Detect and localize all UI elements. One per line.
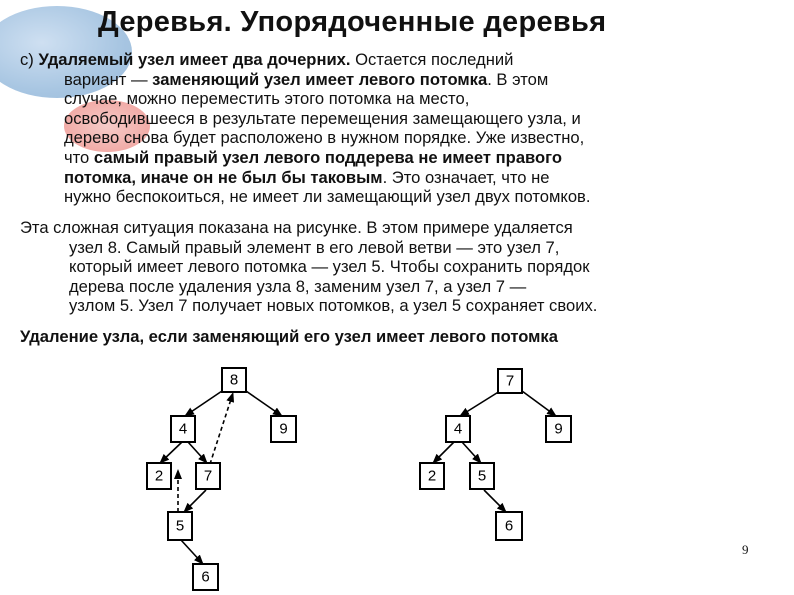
edge-5-6 [484,490,506,512]
paragraph-line: который имеет левого потомка — узел 5. Чтобы сохранить порядок [69,257,590,277]
tree-before [147,368,296,590]
tree-node [271,416,296,442]
tree-after [420,369,571,540]
tree-node [496,512,522,540]
tree-node [196,463,220,489]
svg-text:6: 6 [201,568,210,586]
svg-text:4: 4 [453,420,463,438]
paragraph-line: освободившееся в результате перемещения замещающего узла, и [64,108,581,128]
paragraph-line: нужно беспокоиться, не имеет ли замещающий узел двух потомков. [64,187,591,207]
tree-node [222,368,246,392]
paragraph-line: с) Удаляемый узел имеет два дочерних. Остается последний [20,50,514,69]
tree-node [470,463,494,489]
svg-text:8: 8 [229,371,239,389]
svg-text:5: 5 [175,517,185,535]
edge-4-2 [433,442,454,463]
paragraph-line: Эта сложная ситуация показана на рисунке. В этом примере удаляется [20,218,573,237]
tree-node [420,463,444,489]
paragraph-line: дерева после удаления узла 8, заменим узел 7, а узел 7 — [69,276,527,296]
svg-text:9: 9 [554,420,563,438]
edge-7-9 [522,391,556,416]
edge-7-4 [460,391,500,416]
svg-text:9: 9 [279,420,288,438]
tree-node [193,564,218,590]
paragraph-line: случае, можно переместить этого потомка на место, [64,89,470,109]
paragraph-line: узел 8. Самый правый элемент в его левой ветви — это узел 7, [69,237,560,257]
page-number: 9 [742,542,749,557]
edge-8-4 [185,391,222,416]
edge-8-9 [246,391,282,416]
edge-4-7 [188,442,207,463]
edge-4-2 [160,442,182,463]
edge-4-5 [462,442,481,463]
svg-text:6: 6 [504,517,514,535]
paragraph-line: вариант — заменяющий узел имеет левого потомка. В этом [64,69,549,89]
tree-node [446,416,470,442]
svg-text:5: 5 [477,467,487,485]
paragraph-line: дерево снова будет расположено в нужном порядке. Уже известно, [64,128,585,148]
tree-node [168,512,192,540]
paragraph-line: потомка, иначе он не был бы таковым. Это означает, что не [64,167,550,187]
svg-text:2: 2 [154,467,164,485]
tree-node [546,416,571,442]
svg-text:7: 7 [203,467,213,485]
svg-text:2: 2 [427,467,437,485]
tree-node [498,369,522,393]
paragraph-line: что самый правый узел левого поддерева не имеет правого [64,147,562,167]
tree-node [147,463,171,489]
edge-7-5 [184,490,206,512]
edge-5-6 [181,540,203,564]
dashed-move-7-to-8 [210,393,233,464]
svg-text:4: 4 [178,420,188,438]
svg-text:7: 7 [505,372,515,390]
slide-title: Деревья. Упорядоченные деревья [98,6,607,38]
tree-node [171,416,195,442]
diagram-caption: Удаление узла, если заменяющий его узел имеет левого потомка [20,327,558,346]
paragraph-line: узлом 5. Узел 7 получает новых потомков, а узел 5 сохраняет своих. [69,296,598,316]
